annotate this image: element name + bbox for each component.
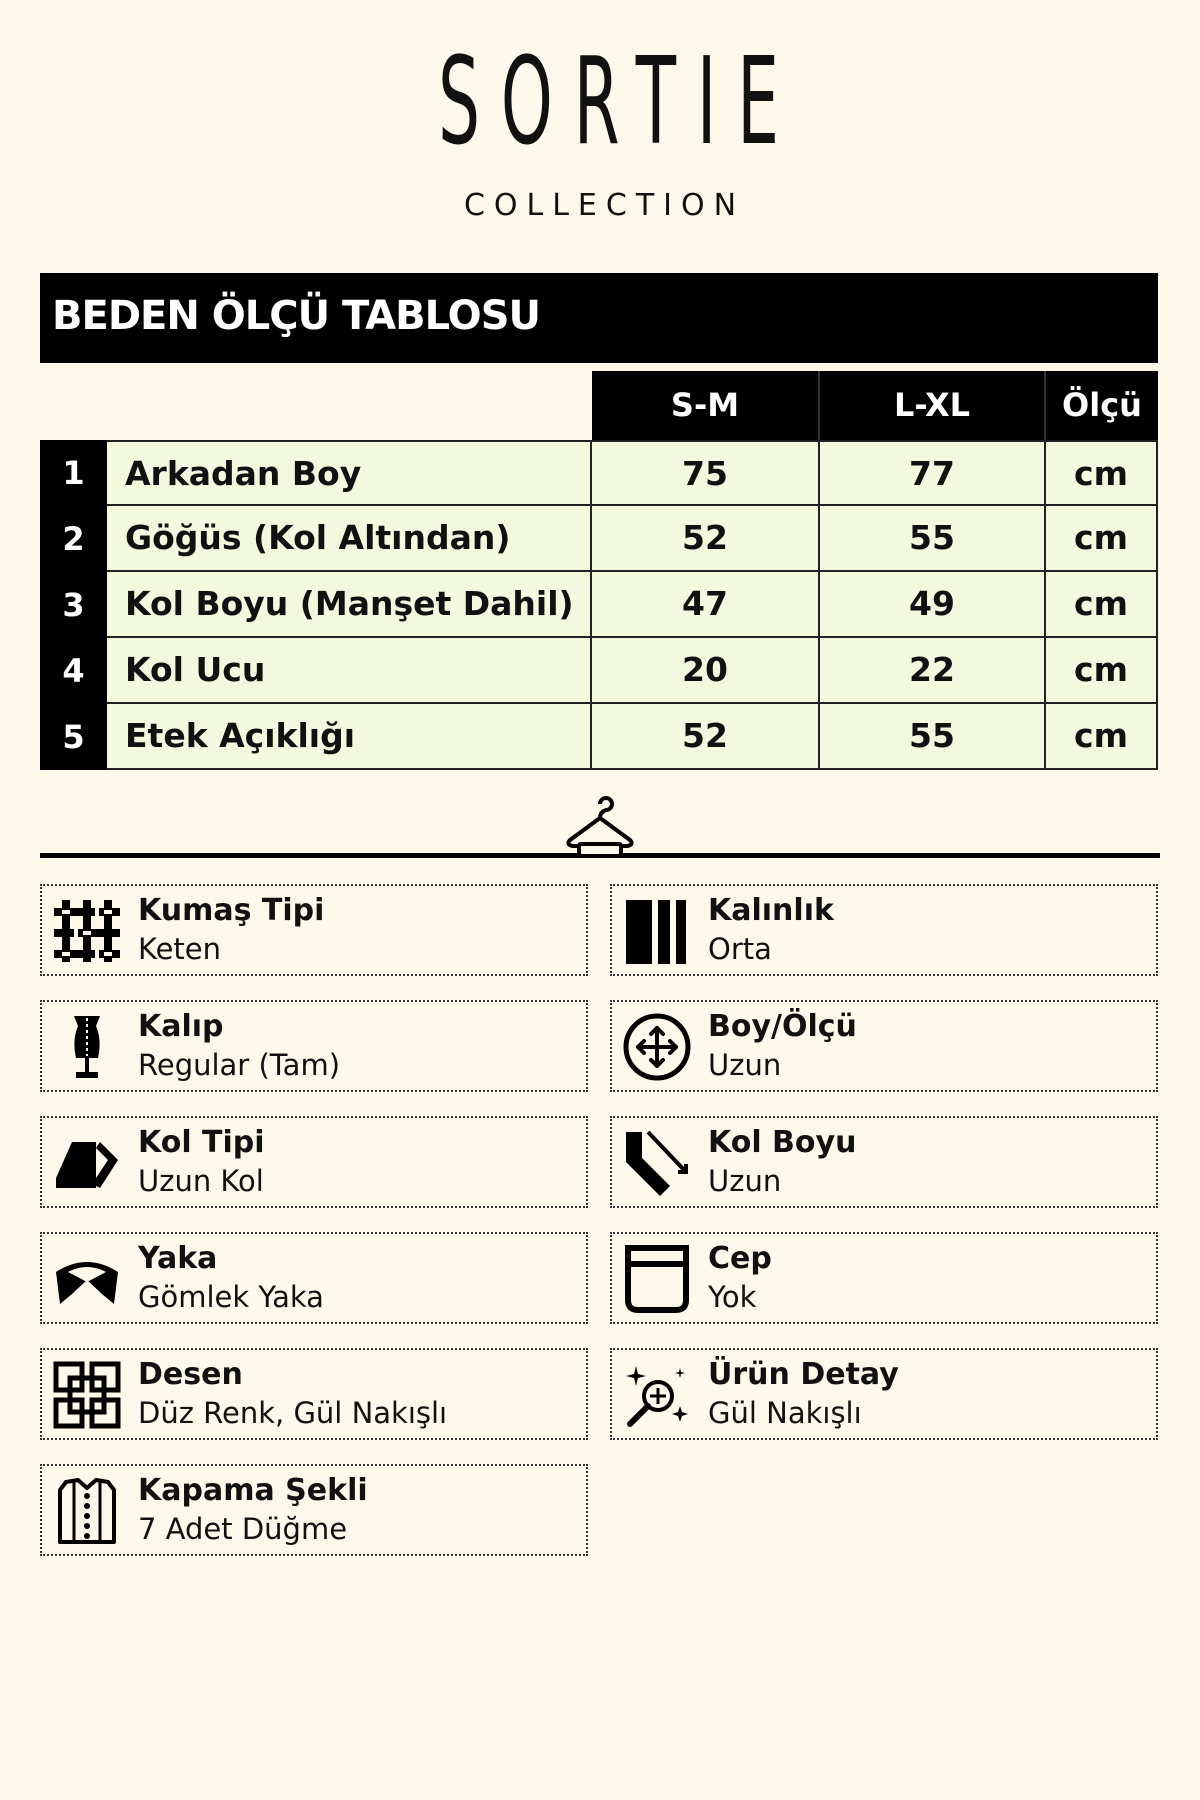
attribute-card-detail xyxy=(610,1348,1158,1440)
hanger-icon xyxy=(565,796,635,860)
cell-unit: cm xyxy=(1074,454,1128,493)
attribute-title: Ürün Detay xyxy=(708,1357,899,1392)
attribute-value: 7 Adet Düğme xyxy=(138,1512,348,1546)
row-number: 1 xyxy=(40,440,107,506)
cell-lxl: 77 xyxy=(820,442,1046,504)
cell-unit: cm xyxy=(1074,650,1128,689)
pattern-icon xyxy=(52,1360,122,1430)
attribute-card-closure xyxy=(40,1464,588,1556)
cell-lxl: 55 xyxy=(820,704,1046,768)
attribute-value: Uzun xyxy=(708,1048,782,1082)
attribute-title: Kol Boyu xyxy=(708,1125,857,1160)
attribute-title: Boy/Ölçü xyxy=(708,1009,857,1044)
table-row xyxy=(40,704,1158,770)
attribute-title: Kalınlık xyxy=(708,893,834,928)
attribute-card-size xyxy=(610,1000,1158,1092)
attribute-value: Gömlek Yaka xyxy=(138,1280,324,1314)
attribute-title: Desen xyxy=(138,1357,243,1392)
table-header xyxy=(592,371,1158,440)
attribute-card-fit xyxy=(40,1000,588,1092)
attribute-value: Keten xyxy=(138,932,222,966)
attribute-card-sleeve-type xyxy=(40,1116,588,1208)
attribute-card-thickness xyxy=(610,884,1158,976)
row-label: Kol Ucu xyxy=(107,638,592,702)
attribute-value: Regular (Tam) xyxy=(138,1048,341,1082)
column-header-unit: Ölçü xyxy=(1062,386,1142,424)
cell-unit: cm xyxy=(1074,584,1128,623)
row-label: Kol Boyu (Manşet Dahil) xyxy=(107,572,592,636)
row-label: Etek Açıklığı xyxy=(107,704,592,768)
attribute-card-fabric xyxy=(40,884,588,976)
table-row xyxy=(40,506,1158,572)
attribute-title: Kol Tipi xyxy=(138,1125,265,1160)
shirt-buttons-icon xyxy=(52,1476,122,1546)
table-row xyxy=(40,440,1158,506)
attribute-value: Orta xyxy=(708,932,772,966)
attribute-title: Kalıp xyxy=(138,1009,224,1044)
attribute-title: Yaka xyxy=(138,1241,218,1276)
mannequin-icon xyxy=(52,1012,122,1082)
attribute-title: Cep xyxy=(708,1241,772,1276)
cell-lxl: 49 xyxy=(820,572,1046,636)
attribute-value: Düz Renk, Gül Nakışlı xyxy=(138,1396,448,1430)
cell-sm: 52 xyxy=(592,704,820,768)
magnifier-sparkle-icon xyxy=(622,1360,692,1430)
brand-header xyxy=(0,33,1200,223)
size-arrows-icon xyxy=(622,1012,692,1082)
row-number: 2 xyxy=(40,506,107,572)
table-row xyxy=(40,572,1158,638)
fabric-weave-icon xyxy=(52,896,122,966)
cell-lxl: 22 xyxy=(820,638,1046,702)
cell-sm: 52 xyxy=(592,506,820,570)
attribute-value: Uzun xyxy=(708,1164,782,1198)
row-label: Arkadan Boy xyxy=(107,442,592,504)
row-number: 5 xyxy=(40,704,107,770)
size-chart-banner xyxy=(40,273,1158,363)
cell-sm: 20 xyxy=(592,638,820,702)
table-row xyxy=(40,638,1158,704)
attribute-card-pocket xyxy=(610,1232,1158,1324)
sleeve-length-icon xyxy=(622,1128,692,1198)
attribute-card-collar xyxy=(40,1232,588,1324)
attribute-card-pattern xyxy=(40,1348,588,1440)
collar-icon xyxy=(52,1244,122,1314)
section-label: ÜST xyxy=(484,390,560,430)
sleeve-icon xyxy=(52,1128,122,1198)
attribute-value: Gül Nakışlı xyxy=(708,1396,862,1430)
brand-subtitle: COLLECTION xyxy=(463,188,746,223)
column-header-sm: S-M xyxy=(592,371,820,440)
attribute-value: Uzun Kol xyxy=(138,1164,264,1198)
row-label: Göğüs (Kol Altından) xyxy=(107,506,592,570)
row-number: 4 xyxy=(40,638,107,704)
size-chart-title: BEDEN ÖLÇÜ TABLOSU xyxy=(52,293,540,339)
attribute-title: Kapama Şekli xyxy=(138,1473,368,1508)
attribute-value: Yok xyxy=(708,1280,757,1314)
pocket-icon xyxy=(622,1244,692,1314)
thickness-icon xyxy=(622,896,692,966)
brand-name: SORTIE xyxy=(438,33,800,172)
cell-unit: cm xyxy=(1074,716,1128,755)
column-header-lxl: L-XL xyxy=(820,371,1046,440)
size-table xyxy=(40,440,1158,770)
row-number: 3 xyxy=(40,572,107,638)
cell-unit: cm xyxy=(1074,518,1128,557)
attribute-card-sleeve-length xyxy=(610,1116,1158,1208)
cell-sm: 75 xyxy=(592,442,820,504)
attribute-title: Kumaş Tipi xyxy=(138,893,325,928)
cell-lxl: 55 xyxy=(820,506,1046,570)
cell-sm: 47 xyxy=(592,572,820,636)
